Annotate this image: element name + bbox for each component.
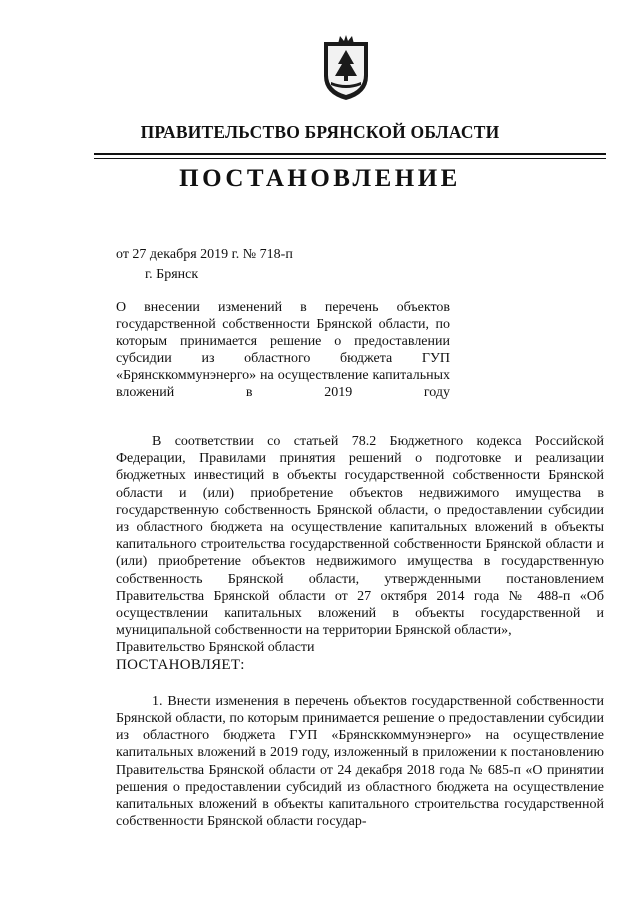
authority-line: Правительство Брянской области <box>116 640 315 656</box>
header-rule-thick <box>94 153 606 155</box>
document-body <box>116 433 604 830</box>
document-type-title: ПОСТАНОВЛЕНИЕ <box>179 165 461 192</box>
government-title: ПРАВИТЕЛЬСТВО БРЯНСКОЙ ОБЛАСТИ <box>140 122 500 142</box>
item-1-paragraph: 1. Внести изменения в перечень объектов государственной собственности Брянской области, по которым принимается решение о предоставлении субсидии из областного бюджета ГУП «Брянсккоммунэнерго» на осуществление капитальных вложений в 2019 году, изложенный в приложении к постановлению Правительства Брянской области от 24 декабря 2018 года № 685-п «О принятии решения о предоставлении субсидий из областного бюджета на осуществление капитальных вложений в объекты капитального строительства государственной собственности Брянской области государ- <box>116 693 604 830</box>
coat-of-arms-icon <box>318 34 374 104</box>
resolve-line: ПОСТАНОВЛЯЕТ: <box>116 656 245 673</box>
document-subject: О внесении изменений в перечень объектов государственной собственности Брянской области, по которым принимается решение о предоставлении субсидии из областного бюджета ГУП «Брянсккоммунэнерго» на осуществление капитальных вложений в 2019 году <box>116 300 450 400</box>
document-city: г. Брянск <box>145 267 199 282</box>
document-date-number: от 27 декабря 2019 г. № 718-п <box>116 247 293 262</box>
preamble-paragraph: В соответствии со статьей 78.2 Бюджетного кодекса Российской Федерации, Правилами принятия решений о подготовке и реализации бюджетных инвестиций в объекты государственной собственности Брянской области и (или) приобретение объектов недвижимого имущества в государственную собственность Брянской области, о предоставлении субсидии из областного бюджета на осуществление капитальных вложений в объекты капитального строительства государственной собственности Брянской области и (или) приобретение объектов недвижимого имущества в государственную собственность Брянской области, утвержденными постановлением Правительства Брянской области от 27 октября 2014 года № 488-п «Об осуществлении капитальных вложений в объекты государственной и муниципальной собственности на территории Брянской области», <box>116 434 604 639</box>
header-rule-thin <box>94 158 606 159</box>
